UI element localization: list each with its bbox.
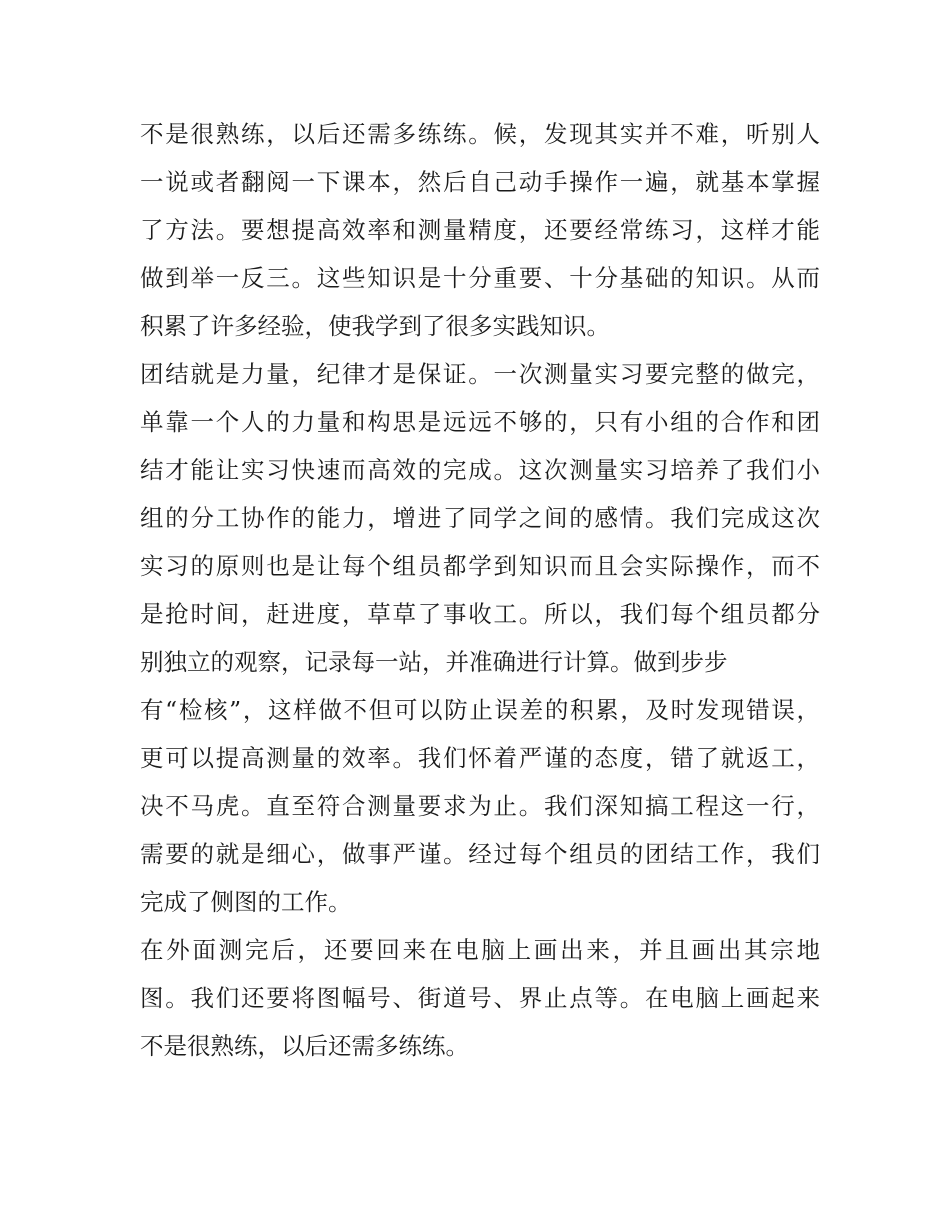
- text-line: 在外面测完后，还要回来在电脑上画出来，并且画出其宗地: [140, 936, 820, 964]
- text-line: 需要的就是细心，做事严谨。经过每个组员的团结工作，我们: [140, 840, 820, 868]
- text-line: 单靠一个人的力量和构思是远远不够的，只有小组的合作和团: [140, 408, 820, 436]
- text-line: 积累了许多经验，使我学到了很多实践知识。: [140, 312, 610, 340]
- text-line: 组的分工协作的能力，增进了同学之间的感情。我们完成这次: [140, 504, 820, 532]
- text-line: 不是很熟练，以后还需多练练。候，发现其实并不难，听别人: [140, 120, 820, 148]
- text-line: 一说或者翻阅一下课本，然后自己动手操作一遍，就基本掌握: [140, 168, 820, 196]
- paragraph-1: [140, 110, 820, 350]
- text-line: 是抢时间，赶进度，草草了事收工。所以，我们每个组员都分: [140, 600, 820, 628]
- text-line: 团结就是力量，纪律才是保证。一次测量实习要完整的做完，: [140, 360, 820, 388]
- text-line: 别独立的观察，记录每一站，并准确进行计算。做到步步: [140, 648, 728, 676]
- text-line: 决不马虎。直至符合测量要求为止。我们深知搞工程这一行，: [140, 792, 820, 820]
- paragraph-2: [140, 350, 820, 926]
- text-line: 有“检核”，这样做不但可以防止误差的积累，及时发现错误，: [140, 696, 820, 724]
- text-line: 了方法。要想提高效率和测量精度，还要经常练习，这样才能: [140, 216, 820, 244]
- text-line: 实习的原则也是让每个组员都学到知识而且会实际操作，而不: [140, 552, 820, 580]
- text-line: 更可以提高测量的效率。我们怀着严谨的态度，错了就返工，: [140, 744, 820, 772]
- paragraph-3: [140, 926, 820, 1070]
- text-line: 做到举一反三。这些知识是十分重要、十分基础的知识。从而: [140, 264, 820, 292]
- text-line: 完成了侧图的工作。: [140, 888, 352, 916]
- text-line: 结才能让实习快速而高效的完成。这次测量实习培养了我们小: [140, 456, 820, 484]
- text-line: 不是很熟练，以后还需多练练。: [140, 1032, 469, 1060]
- text-line: 图。我们还要将图幅号、街道号、界止点等。在电脑上画起来: [140, 984, 820, 1012]
- document-body: [140, 110, 820, 1070]
